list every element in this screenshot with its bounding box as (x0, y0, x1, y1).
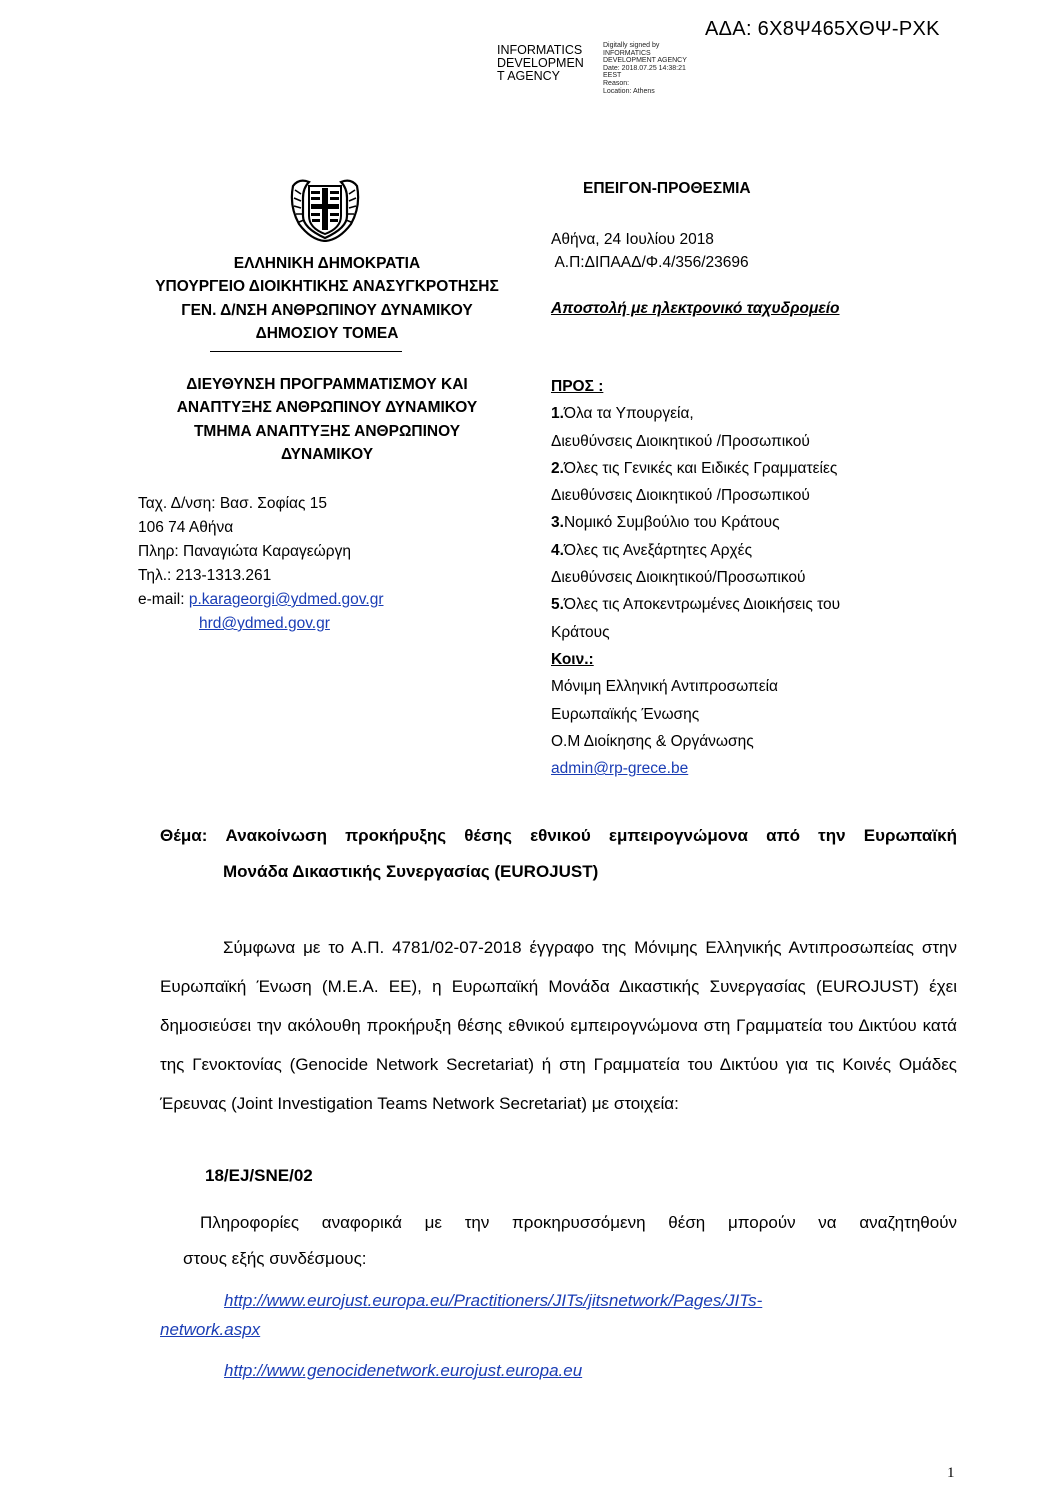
sender-department-line: ΤΜΗΜΑ ΑΝΑΠΤΥΞΗΣ ΑΝΘΡΩΠΙΝΟΥ (193, 422, 461, 440)
signature-detail-line: Location: Athens (603, 87, 655, 95)
signature-org (497, 44, 584, 83)
subject-line-2: Μονάδα Δικαστικής Συνεργασίας (EUROJUST) (223, 862, 599, 881)
date-block (551, 228, 749, 274)
jits-network-link-continuation[interactable]: network.aspx (160, 1320, 261, 1339)
subject-word: θέσης (464, 826, 512, 845)
genocide-network-link[interactable]: http://www.genocidenetwork.eurojust.europa.eu (224, 1361, 583, 1380)
sender-contact-person: Πληρ: Παναγιώτα Καραγεώργη (138, 543, 351, 560)
info-paragraph (183, 1205, 957, 1277)
subject-word: από (766, 826, 801, 845)
recipients-to-label: ΠΡΟΣ : (551, 378, 604, 395)
signature-org-line: INFORMATICS (497, 43, 583, 57)
signature-detail-line: Reason: (603, 79, 630, 87)
sender-postcode: 106 74 Αθήνα (138, 519, 234, 536)
sender-department-line: ΔΥΝΑΜΙΚΟΥ (280, 446, 374, 464)
sender-org-line: ΓΕΝ. Δ/ΝΣΗ ΑΝΘΡΩΠΙΝΟΥ ΔΥΝΑΜΙΚΟΥ (181, 301, 473, 319)
document-date: Αθήνα, 24 Ιουλίου 2018 (551, 231, 714, 248)
email-link-secondary[interactable]: hrd@ydmed.gov.gr (199, 615, 330, 632)
page-number: 1 (947, 1465, 955, 1481)
delivery-method: Αποστολή με ηλεκτρονικό ταχυδρομείο (551, 300, 840, 317)
sender-org-line: ΕΛΛΗΝΙΚΗ ΔΗΜΟΚΡΑΤΙΑ (233, 255, 421, 272)
url-jits-line (224, 1283, 762, 1319)
recipient-item: Διευθύνσεις Διοικητικού /Προσωπικού (551, 432, 810, 450)
recipient-item: 5.Όλες τις Αποκεντρωμένες Διοικήσεις του (551, 596, 841, 614)
signature-details (603, 42, 687, 95)
sender-email-row (138, 588, 384, 612)
email-label: e-mail: (138, 591, 189, 608)
urgency-label: ΕΠΕΙΓΟΝ-ΠΡΟΘΕΣΜΙΑ (583, 180, 751, 197)
sender-phone: Τηλ.: 213-1313.261 (138, 567, 272, 584)
header-divider (210, 351, 402, 352)
subject-word: εθνικού (530, 826, 591, 845)
signature-detail-line: Date: 2018.07.25 14:38:21 (603, 64, 686, 72)
cc-email-link[interactable]: admin@rp-grece.be (551, 760, 689, 778)
recipient-item: Διευθύνσεις Διοικητικού/Προσωπικού (551, 569, 806, 587)
subject-word: Ανακοίνωση (225, 826, 327, 845)
signature-detail-line: DEVELOPMENT AGENCY (603, 57, 687, 65)
signature-detail-line: Digitally signed by (603, 42, 660, 49)
signature-org-line: DEVELOPMEN (497, 56, 584, 70)
signature-org-line: T AGENCY (497, 69, 560, 83)
protocol-number: Α.Π:ΔΙΠΑΑΔ/Φ.4/356/23696 (551, 254, 749, 271)
recipient-item: 2.Όλες τις Γενικές και Ειδικές Γραμματείες (551, 459, 838, 477)
cc-item: Ευρωπαϊκής Ένωσης (551, 705, 700, 723)
recipient-item: Διευθύνσεις Διοικητικού /Προσωπικού (551, 487, 810, 505)
sender-org (132, 252, 522, 346)
subject-word: προκήρυξης (345, 826, 447, 845)
recipient-item: 1.Όλα τα Υπουργεία, (551, 405, 694, 423)
sender-email-row-2 (138, 612, 384, 636)
cc-item: Μόνιμη Ελληνική Αντιπροσωπεία (551, 678, 779, 696)
subject-word: την (818, 826, 846, 845)
subject-label: Θέμα: (160, 826, 208, 845)
url-jits-line-2 (160, 1320, 260, 1340)
sender-contact (138, 492, 384, 636)
sender-address: Ταχ. Δ/νση: Βασ. Σοφίας 15 (138, 495, 327, 512)
info-line-2: στους εξής συνδέσμους: (183, 1249, 367, 1268)
sender-org-line: ΥΠΟΥΡΓΕΙΟ ΔΙΟΙΚΗΤΙΚΗΣ ΑΝΑΣΥΓΚΡΟΤΗΣΗΣ (155, 278, 499, 296)
recipients (551, 373, 840, 782)
sender-org-line: ΔΗΜΟΣΙΟΥ ΤΟΜΕΑ (255, 325, 399, 343)
url-genocide-line (224, 1361, 582, 1381)
sender-department-line: ΔΙΕΥΘΥΝΣΗ ΠΡΟΓΡΑΜΜΑΤΙΣΜΟΥ ΚΑΙ (186, 376, 468, 393)
subject-line-1 (160, 818, 957, 854)
email-link-primary[interactable]: p.karageorgi@ydmed.gov.gr (188, 591, 384, 608)
coat-of-arms-icon (289, 176, 361, 242)
cc-item: Ο.Μ Διοίκησης & Οργάνωσης (551, 732, 754, 750)
subject-word: εμπειρογνώμονα (608, 826, 749, 845)
reference-code: 18/EJ/SNE/02 (205, 1166, 313, 1185)
sender-department-line: ΑΝΑΠΤΥΞΗΣ ΑΝΘΡΩΠΙΝΟΥ ΔΥΝΑΜΙΚΟΥ (176, 399, 478, 417)
body-paragraph (160, 928, 957, 1123)
signature-detail-line: INFORMATICS (603, 49, 651, 57)
cc-label: Κοιν.: (551, 650, 594, 668)
recipient-item: 4.Όλες τις Ανεξάρτητες Αρχές (551, 541, 753, 559)
body-text: Σύμφωνα με το Α.Π. 4781/02-07-2018 έγγραφο της Μόνιμης Ελληνικής Αντιπροσωπείας στην Ευρωπαϊκή Ένωση (Μ.Ε.Α. ΕΕ), η Ευρωπαϊκή Μονάδα Δικαστικής Συνεργασίας (EUROJUST) έχει δημοσιεύσει την ακόλουθη προκήρυξη θέσης εθνικού εμπειρογνώμονα στη Γραμματεία του Δικτύου κατά της Γενοκτονίας (Genocide Network Secretariat) ή στη Γραμματεία του Δικτύου για τις Κοινές Ομάδες Έρευνας (Joint Investigation Teams Network Secretariat) με στοιχεία: (160, 938, 957, 1113)
jits-network-link[interactable]: http://www.eurojust.europa.eu/Practitioners/JITs/jitsnetwork/Pages/JITs- (224, 1291, 763, 1310)
ada-code: ΑΔΑ: 6Χ8Ψ465ΧΘΨ-ΡΧΚ (705, 18, 940, 40)
subject-word: Ευρωπαϊκή (863, 826, 957, 845)
subject (160, 818, 957, 890)
sender-department (132, 373, 522, 467)
signature-detail-line: EEST (603, 72, 622, 80)
info-line-1: Πληροφορίες αναφορικά με την προκηρυσσόμενη θέση μπορούν να αναζητηθούν (200, 1213, 957, 1232)
recipient-item: Κράτους (551, 623, 610, 641)
recipient-item: 3.Νομικό Συμβούλιο του Κράτους (551, 514, 780, 532)
